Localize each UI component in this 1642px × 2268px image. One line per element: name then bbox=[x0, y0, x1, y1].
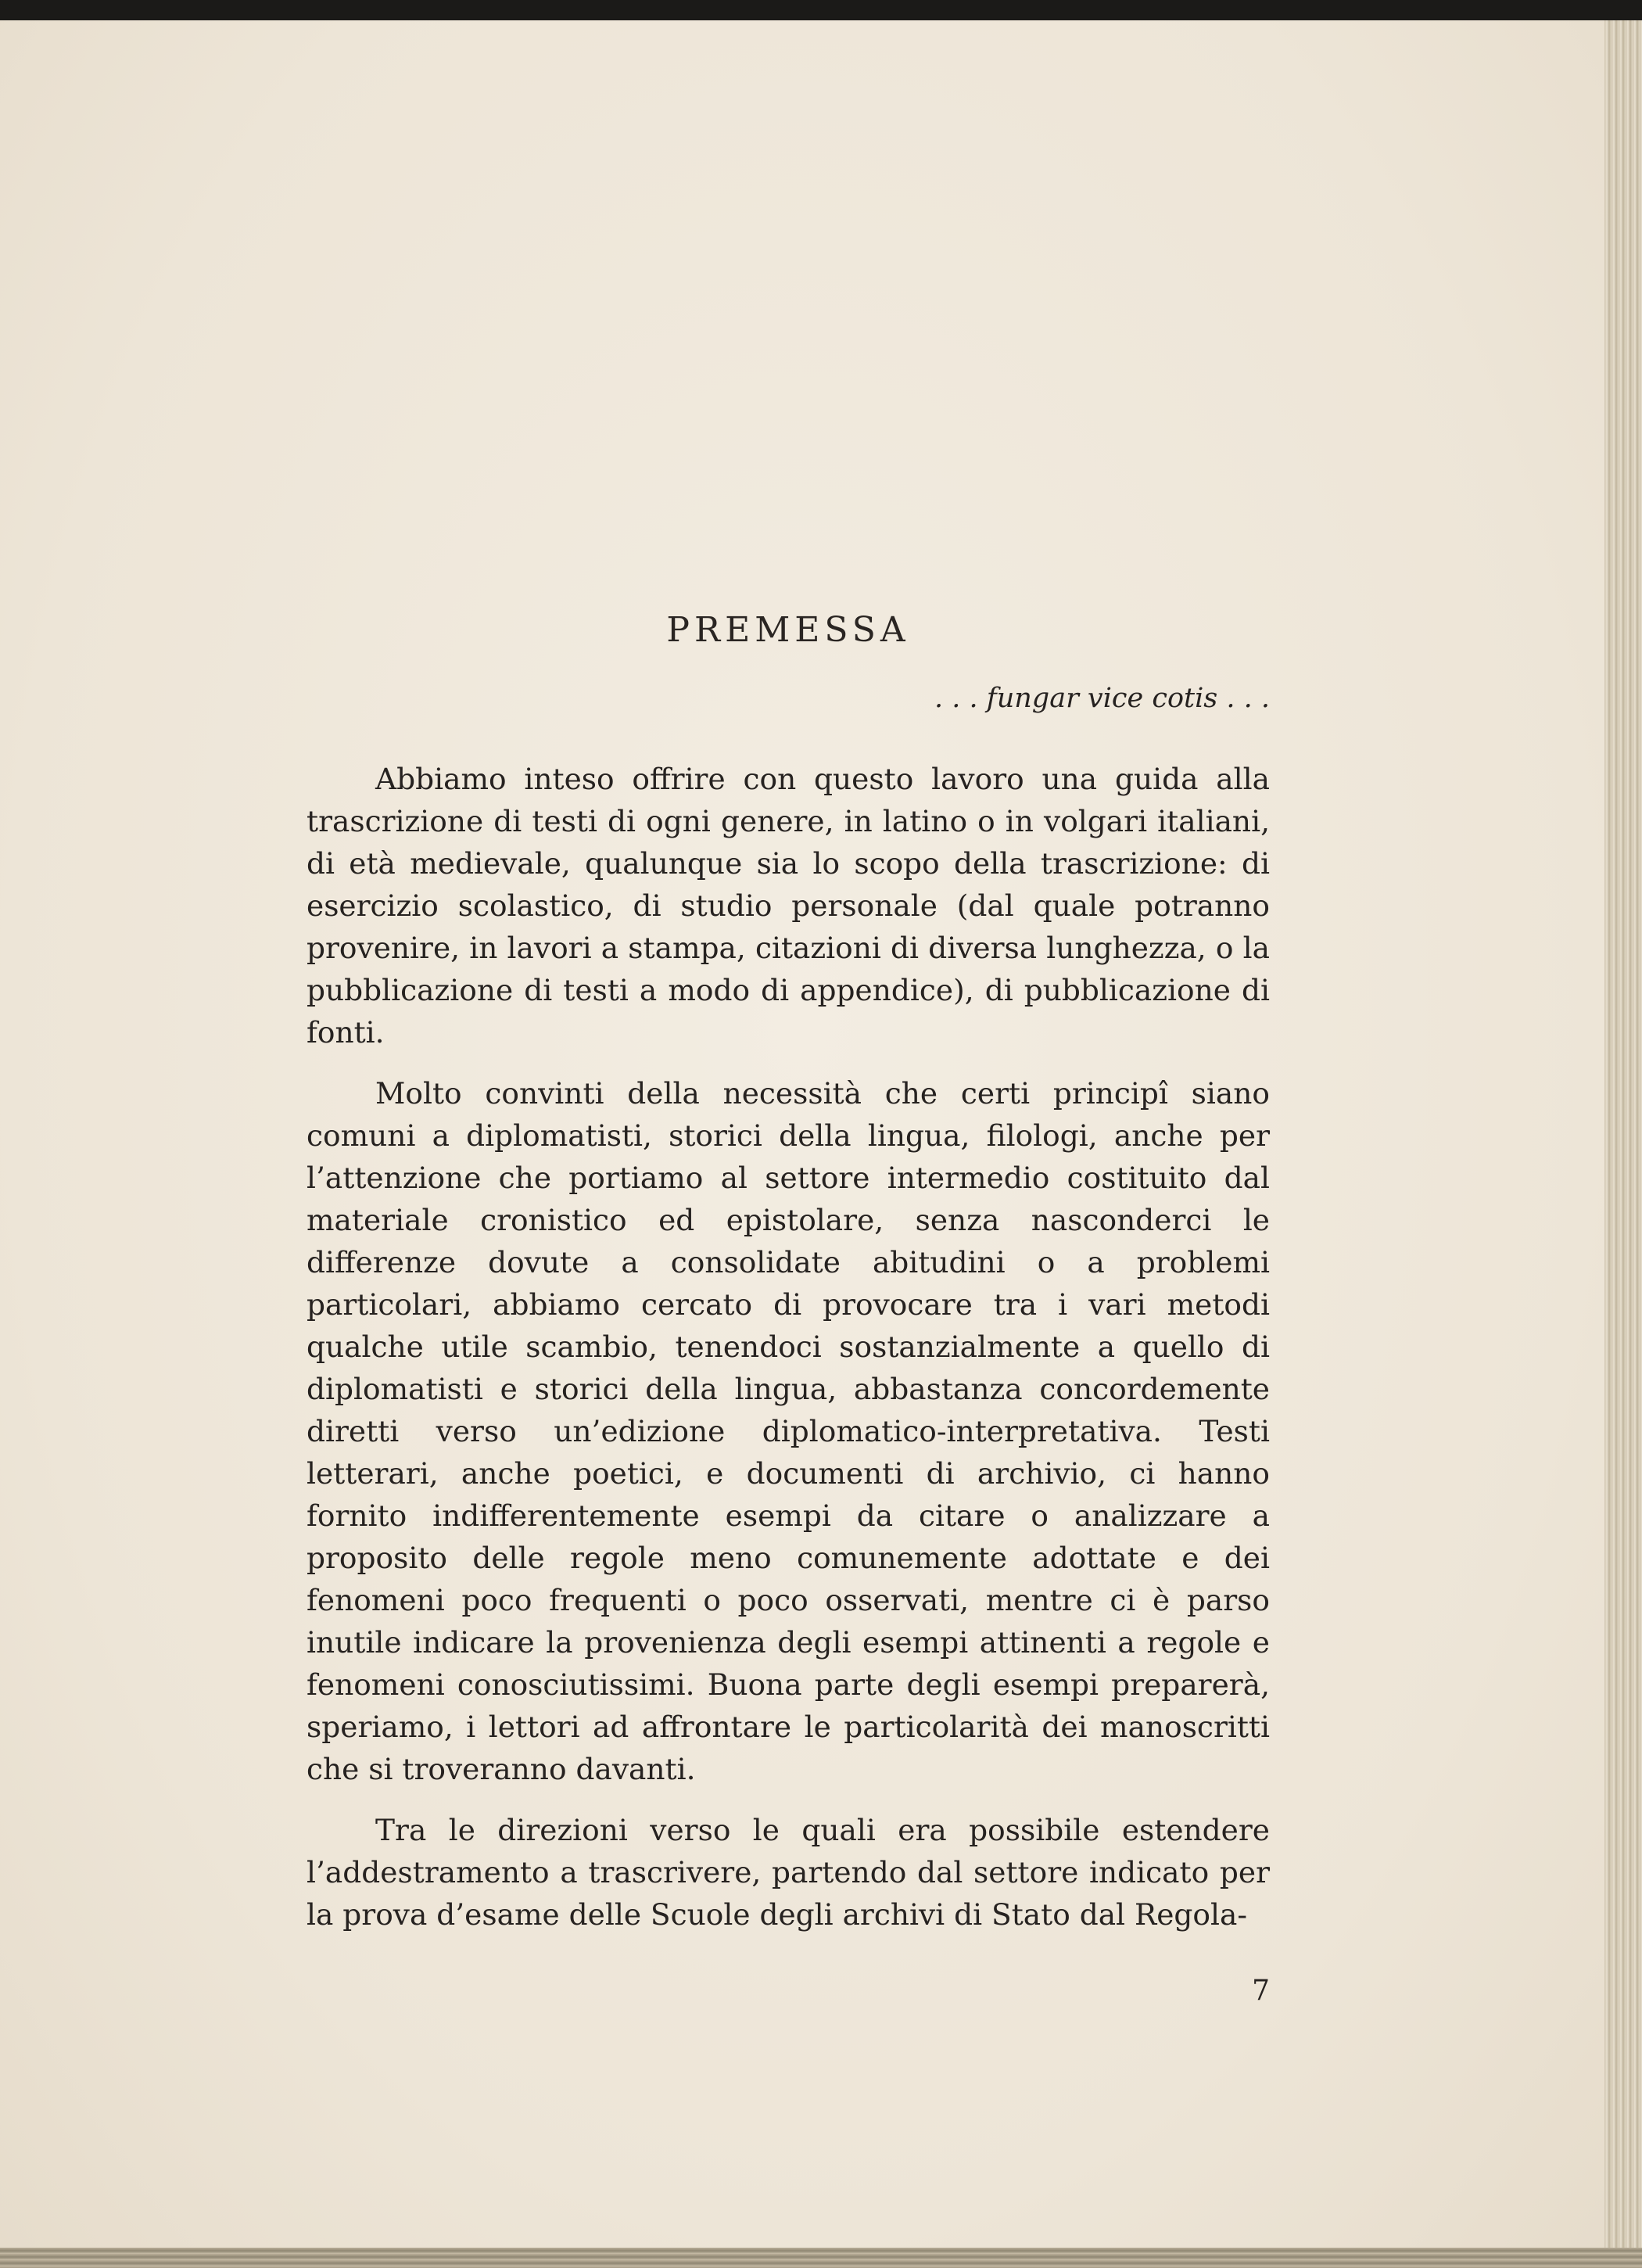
page-number: 7 bbox=[1252, 1975, 1270, 2007]
paragraph-2: Molto convinti della necessità che certi principî siano comuni a diplomatisti, storici della lingua, filologi, anche per l’attenzione che portiamo al settore intermedio costituito dal materiale cronistico ed epistolare, senza nasconderci le differenze dovute a consolidate abitudini o a problemi particolari, abbiamo cercato di provocare tra i vari metodi qualche utile scambio, tenendoci sostanzialmente a quello di diplomatisti e storici della lingua, abbastanza concordemente diretti verso un’edizione diplomatico-interpretativa. Testi letterari, anche poetici, e documenti di archivio, ci hanno fornito indifferentemente esempi da citare o analizzare a proposito delle regole meno comunemente adottate e dei fenomeni poco frequenti o poco osservati, mentre ci è parso inutile indicare la provenienza degli esempi attinenti a regole e fenomeni conosciutissimi. Buona parte degli esempi preparerà, speriamo, i lettori ad affrontare le particolarità dei manoscritti che si troveranno davanti. bbox=[307, 1076, 1270, 1786]
page-edges bbox=[1604, 20, 1642, 2248]
chapter-title: PREMESSA bbox=[666, 610, 910, 650]
epigraph: . . . fungar vice cotis . . . bbox=[934, 683, 1270, 714]
paragraph-1: Abbiamo inteso offrire con questo lavoro una guida alla trascrizione di testi di ogni genere, in latino o in volgari italiani, di età medievale, qualunque sia lo scopo della trascrizione: di esercizio scolastico, di studio personale (dal quale potranno provenire, in lavori a stampa, citazioni di diversa lunghezza, o la pubblicazione di testi a modo di appendice), di pubblicazione di fonti. bbox=[307, 762, 1270, 1050]
text-block bbox=[307, 610, 1270, 1954]
bottom-edge bbox=[0, 2248, 1642, 2268]
paragraph-3: Tra le direzioni verso le quali era possibile estendere l’addestramento a trascrivere, partendo dal settore indicato per la prova d’esame delle Scuole degli archivi di Stato dal Regola- bbox=[307, 1813, 1270, 1932]
